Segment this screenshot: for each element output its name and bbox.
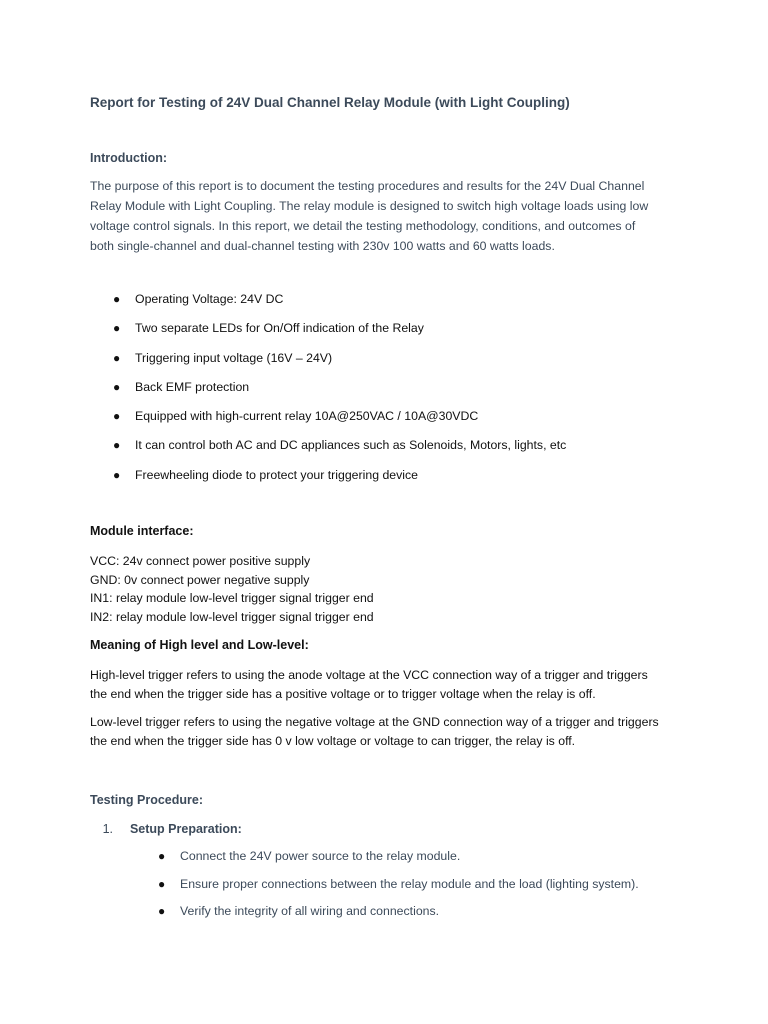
list-item	[90, 465, 690, 494]
meaning-heading: Meaning of High level and Low-level:	[90, 638, 309, 652]
list-item	[90, 846, 690, 874]
list-item	[90, 377, 690, 406]
high-level-line: the end when the trigger side has a positive voltage or to trigger voltage when the relay is off.	[90, 687, 596, 701]
feature-text: Triggering input voltage (16V – 24V)	[135, 350, 333, 365]
intro-line: both single-channel and dual-channel testing with 230v 100 watts and 60 watts loads.	[90, 239, 555, 253]
sub-item-text: Verify the integrity of all wiring and connections.	[180, 904, 440, 918]
feature-text: Two separate LEDs for On/Off indication of the Relay	[135, 321, 424, 336]
bullet-icon: ●	[113, 292, 121, 306]
feature-list	[90, 289, 690, 494]
setup-sub-list	[90, 846, 690, 929]
sub-item-text: Connect the 24V power source to the relay module.	[180, 849, 461, 863]
list-item	[90, 406, 690, 435]
feature-text: It can control both AC and DC appliances such as Solenoids, Motors, lights, etc	[135, 438, 567, 453]
bullet-icon: ●	[113, 379, 121, 394]
feature-text: Back EMF protection	[135, 379, 250, 394]
bullet-icon: ●	[158, 904, 166, 918]
bullet-icon: ●	[158, 876, 166, 891]
bullet-icon: ●	[113, 409, 121, 424]
feature-text: Operating Voltage: 24V DC	[135, 292, 284, 306]
high-level-line: High-level trigger refers to using the anode voltage at the VCC connection way of a trigger and triggers	[90, 668, 648, 682]
introduction-paragraph	[90, 176, 680, 256]
step-number: 1.	[102, 822, 113, 836]
interface-line: IN2: relay module low-level trigger signal trigger end	[90, 609, 374, 624]
bullet-icon: ●	[113, 321, 121, 336]
intro-line: Relay Module with Light Coupling. The relay module is designed to switch high voltage loads using low	[90, 199, 649, 213]
module-interface-heading: Module interface:	[90, 524, 194, 538]
list-item	[90, 874, 690, 902]
intro-line: voltage control signals. In this report, we detail the testing methodology, conditions, and outcomes of	[90, 219, 636, 233]
list-item	[90, 289, 690, 318]
step-1	[90, 819, 242, 839]
sub-item-text: Ensure proper connections between the relay module and the load (lighting system).	[180, 876, 639, 891]
high-level-paragraph	[90, 666, 680, 704]
feature-text: Freewheeling diode to protect your triggering device	[135, 467, 418, 482]
bullet-icon: ●	[113, 467, 121, 482]
low-level-line: Low-level trigger refers to using the negative voltage at the GND connection way of a trigger and triggers	[90, 715, 659, 729]
step-label: Setup Preparation:	[129, 822, 242, 836]
low-level-paragraph	[90, 713, 680, 751]
feature-text: Equipped with high-current relay 10A@250VAC / 10A@30VDC	[135, 409, 479, 424]
bullet-icon: ●	[158, 849, 166, 863]
list-item	[90, 435, 690, 464]
list-item	[90, 901, 690, 929]
interface-line: VCC: 24v connect power positive supply	[90, 554, 311, 568]
list-item	[90, 348, 690, 377]
interface-line: GND: 0v connect power negative supply	[90, 572, 310, 587]
introduction-heading: Introduction:	[90, 151, 168, 165]
intro-line: The purpose of this report is to document the testing procedures and results for the 24V Dual Channel	[90, 179, 645, 193]
list-item	[90, 318, 690, 347]
module-interface-list	[90, 552, 374, 626]
interface-line: IN1: relay module low-level trigger signal trigger end	[90, 591, 374, 605]
bullet-icon: ●	[113, 350, 121, 365]
testing-procedure-heading: Testing Procedure:	[90, 793, 203, 807]
low-level-line: the end when the trigger side has 0 v low voltage or voltage to can trigger, the relay is off.	[90, 734, 576, 748]
report-title: Report for Testing of 24V Dual Channel Relay Module (with Light Coupling)	[90, 95, 570, 110]
bullet-icon: ●	[113, 438, 121, 453]
